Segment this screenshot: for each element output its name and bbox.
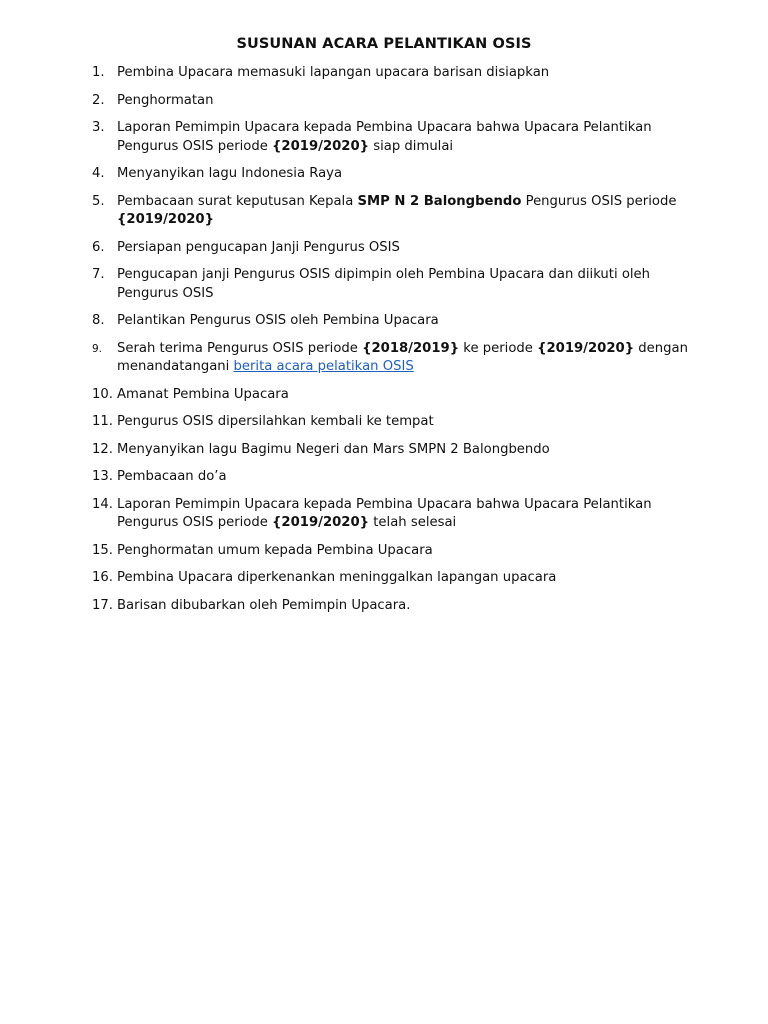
document-title: SUSUNAN ACARA PELANTIKAN OSIS bbox=[236, 36, 532, 52]
agenda-item-number: 9. bbox=[92, 342, 103, 355]
agenda-item-number: 8. bbox=[92, 313, 105, 328]
text-segment: telah selesai bbox=[369, 515, 457, 530]
text-segment: dengan menandatangani bbox=[117, 340, 688, 374]
text-segment: siap dimulai bbox=[369, 138, 454, 154]
bold-text: {2018/2019} bbox=[362, 340, 460, 356]
agenda-item-text bbox=[117, 543, 433, 558]
text-segment: Pembacaan do’a bbox=[117, 469, 227, 484]
agenda-item-text bbox=[117, 240, 400, 255]
agenda-item-number: 10. bbox=[92, 386, 113, 402]
text-segment: Amanat Pembina Upacara bbox=[117, 386, 289, 402]
text-segment: Pengurus OSIS dipersilahkan kembali ke tempat bbox=[117, 414, 434, 429]
agenda-item-text bbox=[117, 442, 550, 457]
agenda-item bbox=[92, 193, 712, 230]
agenda-item-number: 15. bbox=[92, 542, 113, 558]
agenda-item-text bbox=[117, 598, 410, 613]
agenda-item-number: 16. bbox=[92, 570, 113, 585]
agenda-item bbox=[92, 569, 712, 588]
agenda-item-number: 11. bbox=[92, 414, 113, 429]
agenda-item bbox=[92, 441, 712, 460]
bold-text: SMP N 2 Balongbendo bbox=[357, 193, 522, 209]
text-segment: Serah terima Pengurus OSIS periode bbox=[117, 340, 363, 356]
agenda-item-number: 5. bbox=[92, 193, 105, 209]
text-segment: Pembacaan surat keputusan Kepala bbox=[117, 193, 358, 209]
agenda-item bbox=[92, 92, 712, 111]
text-segment: Pengucapan janji Pengurus OSIS dipimpin oleh Pembina Upacara dan diikuti oleh Pengurus OSIS bbox=[117, 267, 651, 301]
agenda-item bbox=[92, 165, 712, 184]
text-segment: Menyanyikan lagu Indonesia Raya bbox=[117, 166, 343, 181]
agenda-item-number: 2. bbox=[92, 92, 105, 108]
text-segment: Laporan Pemimpin Upacara kepada Pembina Upacara bahwa Upacara Pelantikan Pengurus OSIS periode bbox=[117, 496, 652, 530]
agenda-item-text bbox=[117, 120, 652, 154]
text-segment: Pelantikan Pengurus OSIS oleh Pembina Upacara bbox=[117, 313, 439, 328]
agenda-item-text bbox=[117, 166, 342, 181]
agenda-item bbox=[92, 266, 712, 303]
agenda-item-text bbox=[117, 469, 227, 484]
text-segment: Pembina Upacara memasuki lapangan upacara barisan disiapkan bbox=[117, 65, 550, 80]
agenda-item-text bbox=[117, 194, 676, 228]
agenda-item bbox=[92, 386, 712, 405]
text-segment: Penghormatan bbox=[117, 92, 214, 108]
text-segment: Barisan dibubarkan oleh Pemimpin Upacara. bbox=[117, 597, 411, 613]
agenda-item-text bbox=[117, 267, 650, 301]
agenda-item-text bbox=[117, 93, 213, 108]
agenda-item bbox=[92, 496, 712, 533]
text-segment: Laporan Pemimpin Upacara kepada Pembina Upacara bahwa Upacara Pelantikan Pengurus OSIS periode bbox=[117, 120, 652, 154]
agenda-item-text bbox=[117, 313, 439, 328]
agenda-item-text bbox=[117, 570, 556, 585]
agenda-item-text bbox=[117, 341, 688, 375]
text-segment: Pembina Upacara diperkenankan meninggalkan lapangan upacara bbox=[117, 570, 557, 585]
agenda-item-number: 6. bbox=[92, 239, 105, 255]
agenda-item-text bbox=[117, 65, 549, 80]
bold-text: {2019/2020} bbox=[272, 515, 370, 530]
text-segment: Pengurus OSIS periode bbox=[521, 193, 677, 209]
agenda-item-number: 3. bbox=[92, 120, 105, 135]
agenda-item bbox=[92, 413, 712, 432]
agenda-item bbox=[92, 597, 712, 616]
agenda-item bbox=[92, 468, 712, 487]
agenda-item-number: 13. bbox=[92, 469, 113, 484]
agenda-item-text bbox=[117, 387, 289, 402]
agenda-item-text bbox=[117, 497, 652, 531]
document-link[interactable]: berita acara pelatikan OSIS bbox=[233, 359, 414, 374]
agenda-item-number: 1. bbox=[92, 65, 105, 80]
agenda-item bbox=[92, 119, 712, 156]
agenda-item bbox=[92, 340, 712, 377]
agenda-item-number: 14. bbox=[92, 496, 113, 512]
text-segment: Persiapan pengucapan Janji Pengurus OSIS bbox=[117, 239, 400, 255]
text-segment: Menyanyikan lagu Bagimu Negeri dan Mars SMPN 2 Balongbendo bbox=[117, 441, 550, 457]
bold-text: {2019/2020} bbox=[537, 340, 635, 356]
agenda-list bbox=[92, 64, 712, 615]
agenda-item bbox=[92, 239, 712, 258]
agenda-item-number: 4. bbox=[92, 166, 105, 181]
agenda-item bbox=[92, 312, 712, 331]
text-segment: Penghormatan umum kepada Pembina Upacara bbox=[117, 542, 433, 558]
text-segment: ke periode bbox=[459, 340, 538, 356]
agenda-item bbox=[92, 64, 712, 83]
agenda-item-text bbox=[117, 414, 434, 429]
agenda-item-number: 12. bbox=[92, 441, 113, 457]
agenda-item-number: 17. bbox=[92, 597, 113, 613]
agenda-item-number: 7. bbox=[92, 267, 105, 282]
agenda-item bbox=[92, 542, 712, 561]
bold-text: {2019/2020} bbox=[117, 212, 215, 227]
bold-text: {2019/2020} bbox=[272, 138, 370, 154]
